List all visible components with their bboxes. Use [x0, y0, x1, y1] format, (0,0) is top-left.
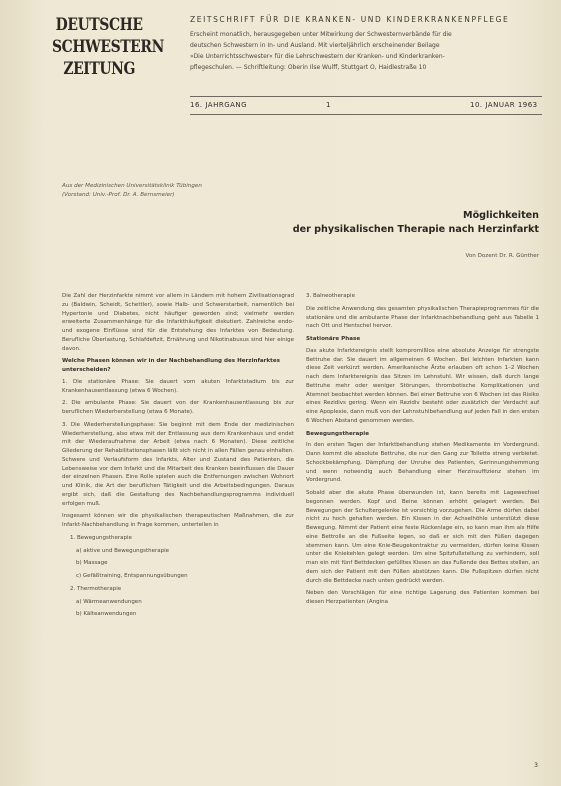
- list-item: a) Wärmeanwendungen: [76, 598, 142, 605]
- paragraph: 2. Die ambulante Phase: Sie dauert von der Krankenhausentlassung bis zur beruflichen Wiederherstellung (etwa 6 Monate).: [62, 400, 294, 415]
- left-column: [62, 292, 294, 752]
- journal-subtitle: ZEITSCHRIFT FÜR DIE KRANKEN- UND KINDERKRANKENPFLEGE: [190, 15, 510, 24]
- list-item: a) aktive und Bewegungstherapie: [76, 547, 170, 554]
- header-rule: [190, 114, 542, 115]
- issue-volume: 16. JAHRGANG: [190, 101, 248, 109]
- editorial-line: »Die Unterrichtsschwester« für die Lehrschwestern der Kranken- und Kinderkranken-: [190, 53, 445, 60]
- paragraph: 3. Die Wiederherstellungsphase: Sie beginnt mit dem Ende der medizinischen Wiederherstellung, also etwa mit der Entlassung aus dem Krankenhaus und endet mit der Wiederaufnahme der Arbeit (etwa nach 6 Monaten). Diese zeitliche Gliederung der Rehabilitationsphasen läßt sich nicht in allen Fällen genau einhalten. Schwere und Verlaufsform des Infarkts, Alter und Zustand des Patienten, die Lebensweise vor dem Infarkt und die Mitarbeit des Kranken beeinflussen die Dauer der einzelnen Phasen. Eine Rolle spielen auch die Entfernungen zwischen Wohnort und Klinik, die Art der beruflichen Tätigkeit und die Arbeitsbedingungen. Daraus ergibt sich, daß die Gestaltung des Nachbehandlungsprogramms individuell erfolgen muß.: [62, 421, 294, 507]
- issue-number: 1: [326, 101, 331, 109]
- paragraph: Sobald aber die akute Phase überwunden ist, kann bereits mit Lagewechsel begonnen werden. Kopf und Beine können erhöht gelagert werden. Bei Bewegungen der Schultergelenke ist vorsichtig vorzugehen. Die Arme dürfen dabei nicht zu hoch gehalten werden. Ein Kissen in der Achselhöhle unterstützt diese Bewegung. Nimmt der Patient eine feste Rückenlage ein, so kann man ihm als Hilfe eine Bettrolle an die Fußseite legen, so daß er sich mit den Füßen dagegen stemmen kann. Um eine Knie-Beugekontraktur zu vermeiden, dürfen keine Kissen unter die Kniekehlen gelegt werden. Um eine Spitzfußstellung zu verhindern, soll man ein mit fünf Bettdecken gefülltes Kissen an das Fußende des Bettes stellen, an dem sich der Patient mit den Füßen abstützen kann. Die Fußspitzen dürfen nicht durch die Bettdecke nach unten gedrückt werden.: [306, 490, 539, 584]
- article-title: [293, 209, 539, 237]
- list-item: b) Kälteanwendungen: [76, 611, 137, 618]
- section-heading: Bewegungstherapie: [306, 430, 370, 437]
- masthead-line: SCHWESTERN: [52, 37, 164, 57]
- paragraph: Neben den Vorschlägen für eine richtige Lagerung des Patienten kommen bei diesen Herzpatienten (Angina: [306, 590, 539, 605]
- editorial-note: [190, 29, 550, 73]
- page-number: 3: [534, 762, 538, 769]
- editorial-line: Erscheint monatlich, herausgegeben unter Mitwirkung der Schwesternverbände für die: [190, 31, 452, 38]
- editorial-line: pflegeschulen. — Schriftleitung: Oberin Ilse Wulff, Stuttgart O, Haidlestraße 10: [190, 64, 427, 71]
- article-source: [62, 182, 202, 200]
- title-line: Möglichkeiten: [463, 210, 539, 221]
- paragraph: Insgesamt können wir die physikalischen therapeutischen Maßnahmen, die zur Infarkt-Nachbehandlung in Frage kommen, unterteilen in: [62, 513, 294, 528]
- source-institution: Aus der Medizinischen Universitätsklinik Tübingen: [62, 183, 202, 189]
- section-heading: Stationäre Phase: [306, 336, 361, 342]
- paragraph: 1. Die stationäre Phase: Sie dauert vom akuten Infarktstadium bis zur Krankenhausentlassung (etwa 6 Wochen).: [62, 378, 294, 394]
- article-author: Von Dozent Dr. R. Günther: [465, 253, 539, 259]
- paragraph: In den ersten Tagen der Infarktbehandlung stehen Medikamente im Vordergrund. Dann kommt die absolute Bettruhe, die nur den Gang zur Toilette streng verbietet. Schockbekämpfung, Dämpfung der Unruhe des Patienten, Gerinnungshemmung und wenn notwendig auch Behandlung einer Herzinsuffizienz stehen im Vordergrund.: [306, 442, 539, 484]
- editorial-line: deutschen Schwestern in In- und Ausland. Mit vierteljährlich erscheinender Beilage: [190, 42, 440, 49]
- section-heading: Welche Phasen können wir in der Nachbehandlung des Herzinfarktes unterscheiden?: [62, 358, 280, 373]
- list-item: b) Massage: [76, 560, 108, 567]
- right-column: [306, 292, 539, 760]
- masthead-logo: [52, 14, 164, 80]
- header-rule: [190, 96, 542, 97]
- paragraph: Die zeitliche Anwendung des gesamten physikalischen Therapieprogrammes für die stationäre und die ambulante Phase der Infarktnachbehandlung geht aus Tabelle 1 nach Ott und Hentschel hervor.: [306, 305, 539, 330]
- issue-date: 10. JANUAR 1963: [470, 101, 538, 109]
- paragraph: 3. Balneotherapie: [306, 293, 355, 299]
- list-item: 2. Thermotherapie: [70, 585, 122, 592]
- source-director: (Vorstand: Univ.-Prof. Dr. A. Bernsmeier): [62, 192, 175, 198]
- masthead-line: ZEITUNG: [63, 59, 135, 79]
- masthead-line: DEUTSCHE: [55, 15, 143, 35]
- paragraph: Die Zahl der Herzinfarkte nimmt vor allem in Ländern mit hohem Zivilisationsgrad zu (Baldwin, Scheidt, Schettler), sowie Halb- und Schwerstarbeit, namentlich bei Hypertonie und Diabetes, nicht häufiger geworden sind; vielmehr werden erweiterte Zusammenhänge für die Infarkthäufigkeit diskutiert. Zahlreiche endo- und exogene Einflüsse sind für die Entstehung des Infarktes von Bedeutung. Berufliche Überlastung, Schlafdefizit, Ernährung und Nikotinabusus sind hier einige davon.: [62, 293, 294, 352]
- list-item: c) Gefäßtraining, Entspannungsübungen: [76, 573, 188, 579]
- title-line: der physikalischen Therapie nach Herzinfarkt: [292, 224, 539, 235]
- list-item: 1. Bewegungstherapie: [70, 534, 132, 541]
- paragraph: Das akute Infarktereignis stellt kompromißlos eine absolute Anzeige für strengste Bettruhe dar. Sie dauert im allgemeinen 6 Wochen. Bei leichten Infarkten kann diese Zeit verkürzt werden. Amerikanische Ärzte erlauben oft schon 1–2 Wochen nach dem Infarktereignis das Sitzen im Lehnstuhl. Wir wissen, daß durch lange Bettruhe mehr oder weniger Störungen, thrombotische Komplikationen und Atemnot beobachtet werden können. Bei einer Bettruhe von 6 Wochen ist das Risiko eines Rezidivs gering. Wenn ein Rezidiv besteht oder zusätzlich der Verdacht auf eine Apoplexie, dann muß von der Lehnstuhlbehandlung auf jeden Fall in den ersten 6 Wochen Abstand genommen werden.: [306, 347, 539, 424]
